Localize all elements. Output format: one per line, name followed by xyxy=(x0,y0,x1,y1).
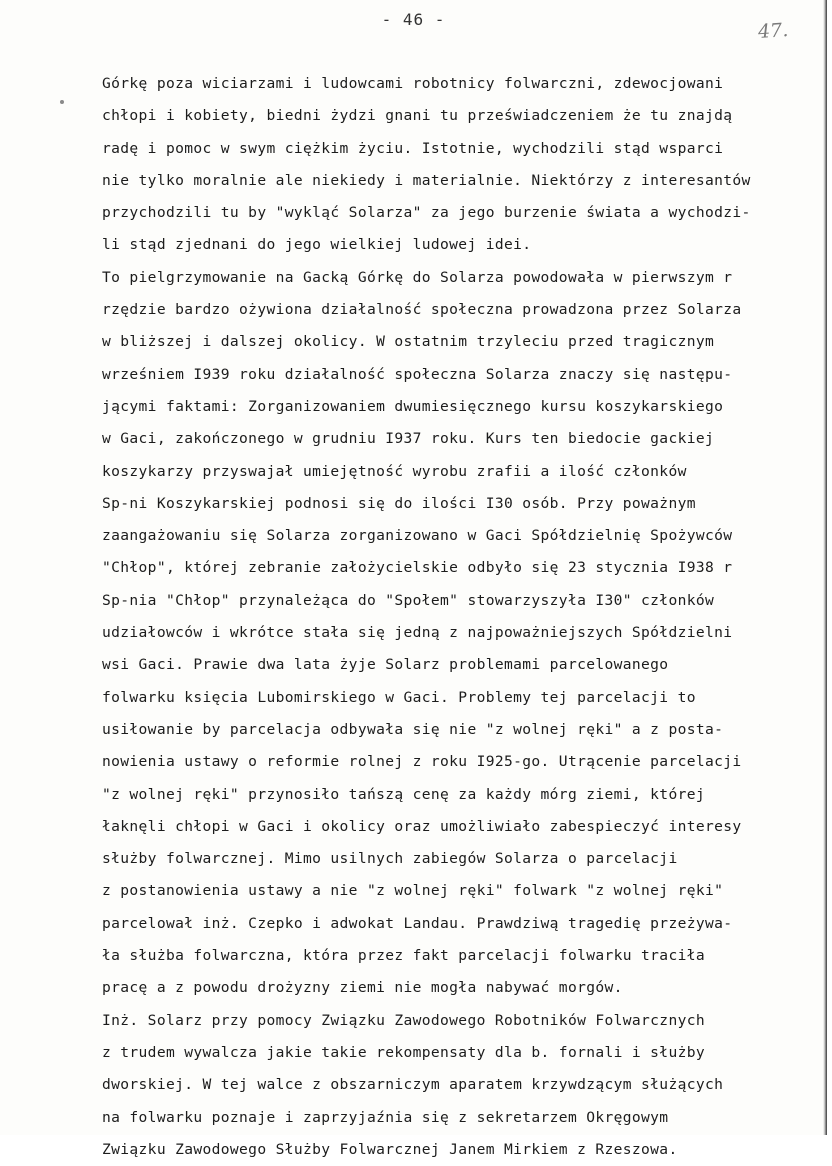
text-line: z postanowienia ustawy a nie "z wolnej ręki" folwark "z wolnej ręki" xyxy=(102,882,724,900)
text-line: nie tylko moralnie ale niekiedy i materialnie. Niektórzy z interesantów xyxy=(102,171,751,189)
text-line: ła służba folwarczna, która przez fakt parcelacji folwarku traciła xyxy=(102,947,705,965)
text-line: przychodzili tu by "wykląć Solarza" za jego burzenie świata a wychodzi- xyxy=(102,204,751,222)
text-line: Inż. Solarz przy pomocy Związku Zawodowego Robotników Folwarcznych xyxy=(102,1011,705,1029)
text-line: wrześniem I939 roku działalność społeczna Solarza znaczy się następu- xyxy=(102,365,733,383)
handwritten-page-number: 47. xyxy=(757,18,789,44)
text-line: pracę a z powodu drożyzny ziemi nie mogła nabywać morgów. xyxy=(102,979,623,997)
text-line: służby folwarcznej. Mimo usilnych zabiegów Solarza o parcelacji xyxy=(102,850,678,868)
text-line: na folwarku poznaje i zaprzyjaźnia się z sekretarzem Okręgowym xyxy=(102,1108,669,1126)
text-line: usiłowanie by parcelacja odbywała się nie "z wolnej ręki" a z posta- xyxy=(102,720,724,738)
text-line: "Chłop", której zebranie założycielskie odbyło się 23 stycznia I938 r xyxy=(102,559,733,577)
text-line: li stąd zjednani do jego wielkiej ludowej idei. xyxy=(102,236,532,254)
text-line: nowienia ustawy o reformie rolnej z roku I925-go. Utrącenie parcelacji xyxy=(102,753,742,771)
text-line: Sp-nia "Chłop" przynależąca do "Społem" stowarzyszyła I30" członków xyxy=(102,591,715,609)
text-line: Górkę poza wiciarzami i ludowcami robotnicy folwarczni, zdewocjowani xyxy=(102,75,724,92)
text-line: Związku Zawodowego Służby Folwarcznej Janem Mirkiem z Rzeszowa. xyxy=(102,1140,678,1158)
text-line: jącymi faktami: Zorganizowaniem dwumiesięcznego kursu koszykarskiego xyxy=(102,397,724,415)
page-number: - 46 - xyxy=(381,10,446,29)
text-line: parcelował inż. Czepko i adwokat Landau. Prawdziwą tragedię przeżywa- xyxy=(102,914,733,932)
text-line: koszykarzy przyswajał umiejętność wyrobu zrafii a ilość członków xyxy=(102,462,687,480)
text-line: w bliższej i dalszej okolicy. W ostatnim trzyleciu przed tragicznym xyxy=(102,333,715,351)
text-line: zaangażowaniu się Solarza zorganizowano w Gaci Spółdzielnię Spożywców xyxy=(102,527,733,545)
text-line: w Gaci, zakończonego w grudniu I937 roku. Kurs ten biedocie gackiej xyxy=(102,430,715,448)
text-line: łaknęli chłopi w Gaci i okolicy oraz umożliwiało zabespieczyć interesy xyxy=(102,817,742,835)
text-line: dworskiej. W tej walce z obszarniczym aparatem krzywdzącym służących xyxy=(102,1076,724,1094)
typewritten-text-body xyxy=(102,68,832,1166)
text-line: chłopi i kobiety, biedni żydzi gnani tu przeświadczeniem że tu znajdą xyxy=(102,107,733,125)
text-line: "z wolnej ręki" przynosiło tańszą cenę za każdy mórg ziemi, której xyxy=(102,785,705,803)
text-line: udziałowców i wkrótce stała się jedną z najpoważniejszych Spółdzielni xyxy=(102,624,733,642)
text-line: z trudem wywalcza jakie takie rekompensaty dla b. fornali i służby xyxy=(102,1043,705,1061)
margin-ink-dot xyxy=(60,100,64,104)
text-line: wsi Gaci. Prawie dwa lata żyje Solarz problemami parcelowanego xyxy=(102,656,669,674)
text-line: rzędzie bardzo ożywiona działalność społeczna prowadzona przez Solarza xyxy=(102,301,742,319)
text-line: To pielgrzymowanie na Gacką Górkę do Solarza powodowała w pierwszym r xyxy=(102,268,733,286)
text-line: Sp-ni Koszykarskiej podnosi się do ilości I30 osób. Przy poważnym xyxy=(102,494,696,512)
text-line: folwarku księcia Lubomirskiego w Gaci. Problemy tej parcelacji to xyxy=(102,688,696,706)
text-line: radę i pomoc w swym ciężkim życiu. Istotnie, wychodzili stąd wsparci xyxy=(102,139,724,157)
